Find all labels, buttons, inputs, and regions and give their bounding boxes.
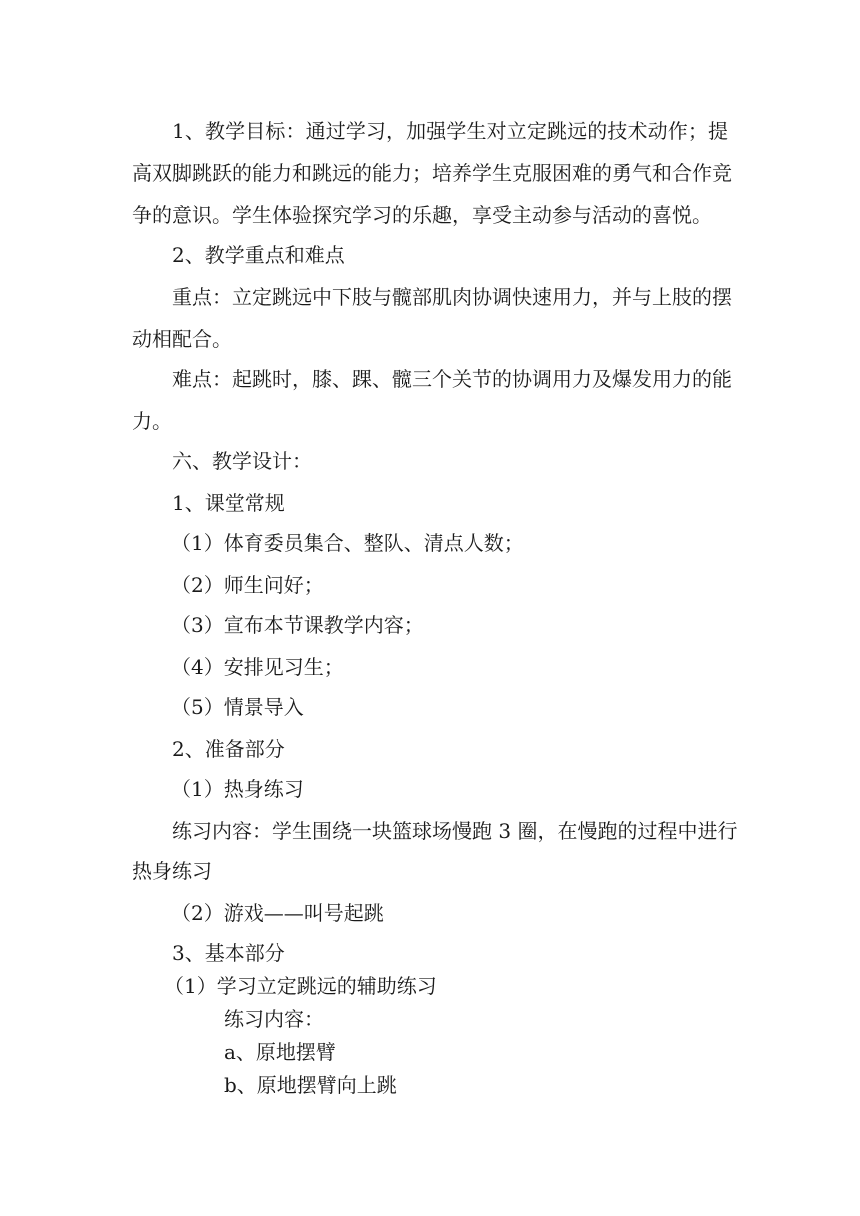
paragraph-line: 争的意识。学生体验探究学习的乐趣，享受主动参与活动的喜悦。 — [132, 203, 712, 227]
list-item: （5）情景导入 — [171, 695, 304, 719]
paragraph-line-difficulty: 难点：起跳时，膝、踝、髋三个关节的协调用力及爆发用力的能 — [172, 367, 732, 391]
list-item: （2）师生问好； — [171, 573, 324, 597]
list-item: （4）安排见习生； — [171, 655, 344, 679]
subsection-heading-routine: 1、课堂常规 — [172, 491, 285, 515]
paragraph-line-practice: 练习内容：学生围绕一块篮球场慢跑 3 圈，在慢跑的过程中进行 — [172, 819, 738, 843]
subsection-heading-basic: 3、基本部分 — [172, 941, 285, 965]
paragraph-line: 高双脚跳跃的能力和跳远的能力；培养学生克服困难的勇气和合作竞 — [132, 161, 732, 185]
list-item: 练习内容： — [224, 1007, 324, 1031]
list-item: （1）学习立定跳远的辅助练习 — [164, 974, 437, 998]
list-item: b、原地摆臂向上跳 — [224, 1073, 397, 1097]
paragraph-line: 力。 — [132, 409, 172, 433]
list-item: （2）游戏——叫号起跳 — [171, 901, 384, 925]
list-item: （1）体育委员集合、整队、清点人数； — [171, 531, 524, 555]
paragraph-line-objective: 1、教学目标：通过学习，加强学生对立定跳远的技术动作；提 — [172, 119, 728, 143]
section-heading-design: 六、教学设计： — [172, 449, 312, 473]
list-item: （3）宣布本节课教学内容； — [171, 613, 424, 637]
list-item: a、原地摆臂 — [224, 1040, 336, 1064]
paragraph-line: 动相配合。 — [132, 327, 232, 351]
section-heading-key-points: 2、教学重点和难点 — [172, 243, 345, 267]
paragraph-line-key-point: 重点：立定跳远中下肢与髋部肌肉协调快速用力，并与上肢的摆 — [172, 285, 732, 309]
paragraph-line: 热身练习 — [132, 859, 212, 883]
subsection-heading-preparation: 2、准备部分 — [172, 737, 285, 761]
list-item: （1）热身练习 — [171, 777, 304, 801]
